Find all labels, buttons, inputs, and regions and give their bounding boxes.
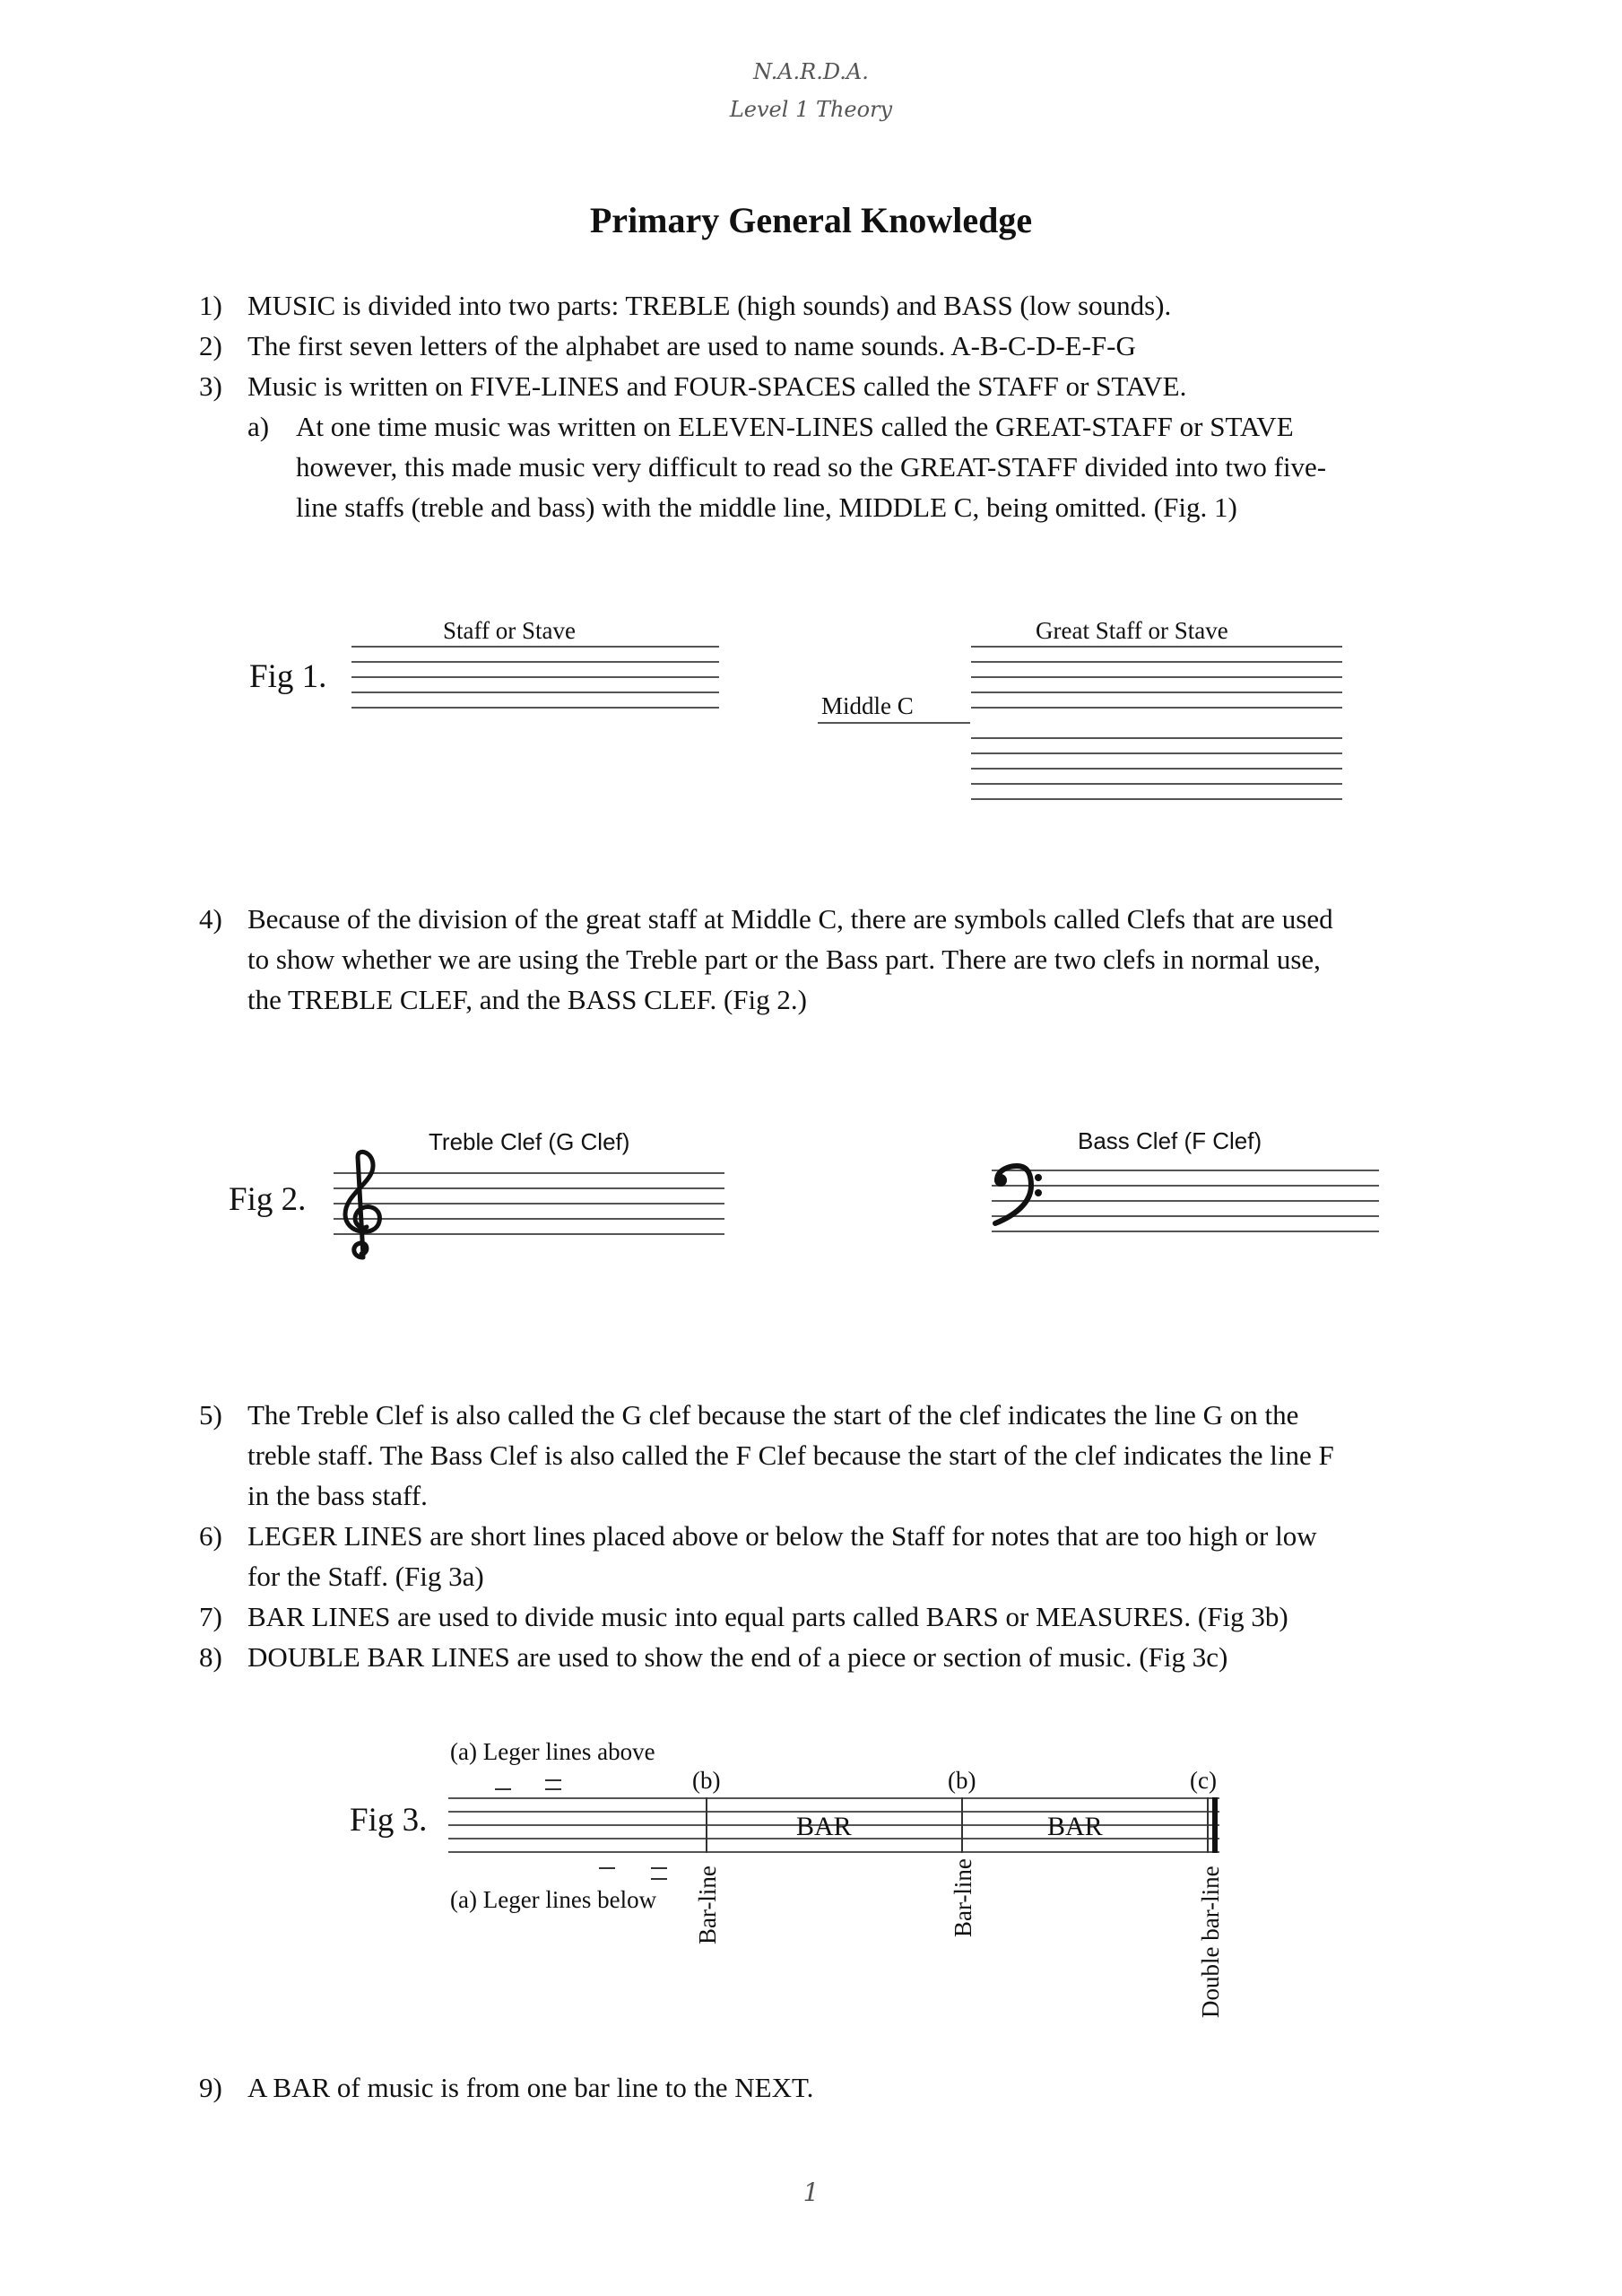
item-text-line: however, this made music very difficult to read so the GREAT-STAFF divided into two five- — [296, 451, 1327, 483]
item-number: 6) — [199, 1520, 222, 1552]
item-number: 9) — [199, 2072, 222, 2103]
item-text-line: line staffs (treble and bass) with the middle line, MIDDLE C, being omitted. (Fig. 1) — [296, 491, 1237, 523]
item-text-line: The Treble Clef is also called the G clef because the start of the clef indicates the line G on the — [247, 1399, 1299, 1431]
item-text-line: in the bass staff. — [247, 1480, 428, 1511]
leger-line-below — [651, 1867, 667, 1869]
page-title: Primary General Knowledge — [589, 200, 1033, 240]
leger-line-above — [545, 1779, 561, 1781]
item-text-line: treble staff. The Bass Clef is also called the F Clef because the start of the clef indicates the line F — [247, 1439, 1334, 1471]
bar-line-b1-label: (b) — [692, 1767, 721, 1794]
item-text-line: Because of the division of the great staff at Middle C, there are symbols called Clefs that are used — [247, 903, 1333, 935]
treble-clef-caption: Treble Clef (G Clef) — [429, 1128, 630, 1155]
middle-c-line — [818, 722, 970, 724]
item-text: DOUBLE BAR LINES are used to show the end of a piece or section of music. (Fig 3c) — [247, 1641, 1228, 1673]
item-text: BAR LINES are used to divide music into equal parts called BARS or MEASURES. (Fig 3b) — [247, 1601, 1288, 1632]
bar-line-b2-label: (b) — [948, 1767, 976, 1794]
middle-c-label: Middle C — [821, 692, 914, 719]
leger-line-above — [495, 1788, 511, 1790]
item-number: 5) — [199, 1399, 222, 1431]
bar-line-label-1: Bar-line — [694, 1866, 721, 1944]
bar-line — [961, 1797, 963, 1853]
header-level: Level 1 Theory — [729, 97, 893, 122]
item-number: 4) — [199, 903, 222, 935]
item-text-line: for the Staff. (Fig 3a) — [247, 1561, 484, 1592]
item-number: a) — [247, 411, 270, 442]
double-bar-line-thick — [1212, 1797, 1218, 1853]
double-bar-line-thin — [1207, 1797, 1209, 1853]
item-number: 7) — [199, 1601, 222, 1632]
double-bar-line-label: Double bar-line — [1197, 1866, 1224, 2018]
double-bar-c-label: (c) — [1190, 1767, 1217, 1794]
leger-lines-above-label: (a) Leger lines above — [450, 1738, 655, 1765]
figure-label: Fig 2. — [229, 1181, 307, 1218]
bar-line — [706, 1797, 707, 1853]
great-staff-caption: Great Staff or Stave — [1036, 617, 1228, 644]
item-text-line: LEGER LINES are short lines placed above or below the Staff for notes that are too high or low — [247, 1520, 1317, 1552]
treble-clef-icon — [336, 1150, 390, 1266]
item-number: 2) — [199, 330, 222, 361]
bar-label-2: BAR — [1047, 1812, 1103, 1841]
item-text-line: At one time music was written on ELEVEN-LINES called the GREAT-STAFF or STAVE — [296, 411, 1294, 442]
header-org: N.A.R.D.A. — [753, 59, 869, 84]
figure-label: Fig 1. — [249, 658, 327, 695]
bar-label-1: BAR — [796, 1812, 852, 1841]
staff-caption: Staff or Stave — [443, 617, 576, 644]
item-text: Music is written on FIVE-LINES and FOUR-SPACES called the STAFF or STAVE. — [247, 370, 1187, 402]
item-text: The first seven letters of the alphabet are used to name sounds. A-B-C-D-E-F-G — [247, 330, 1136, 361]
bass-clef-icon — [990, 1164, 1044, 1227]
item-text: A BAR of music is from one bar line to the NEXT. — [247, 2072, 814, 2103]
leger-line-below — [599, 1867, 615, 1869]
figure-label: Fig 3. — [350, 1802, 428, 1839]
bass-clef-caption: Bass Clef (F Clef) — [1078, 1127, 1262, 1154]
item-number: 1) — [199, 290, 222, 321]
item-text: MUSIC is divided into two parts: TREBLE (high sounds) and BASS (low sounds). — [247, 290, 1172, 321]
item-number: 3) — [199, 370, 222, 402]
leger-line-above — [545, 1788, 561, 1790]
item-text-line: to show whether we are using the Treble part or the Bass part. There are two clefs in normal use, — [247, 944, 1321, 975]
leger-lines-below-label: (a) Leger lines below — [450, 1886, 657, 1913]
page-number: 1 — [802, 2178, 820, 2207]
item-text-line: the TREBLE CLEF, and the BASS CLEF. (Fig 2.) — [247, 984, 807, 1015]
leger-line-below — [651, 1878, 667, 1880]
bar-line-label-2: Bar-line — [950, 1858, 976, 1937]
item-number: 8) — [199, 1641, 222, 1673]
